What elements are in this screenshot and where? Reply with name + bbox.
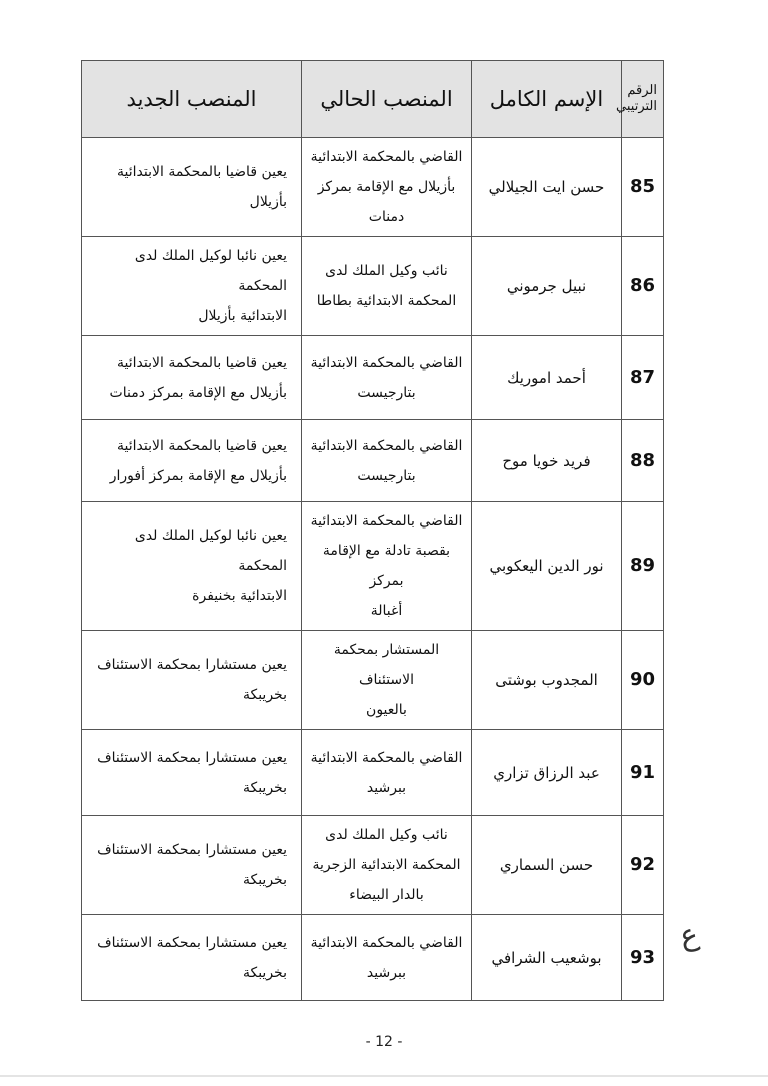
row-number: 92 [622,816,664,915]
row-current-position: نائب وكيل الملك لدى المحكمة الابتدائية الزجرية بالدار البيضاء [302,816,472,915]
row-new-position: يعين قاضيا بالمحكمة الابتدائية بأزيلال [82,138,302,237]
row-name: حسن ايت الجيلالي [472,138,622,237]
row-name: فريد خويا موح [472,420,622,502]
row-new-position: يعين مستشارا بمحكمة الاستئناف بخريبكة [82,631,302,730]
header-current-position: المنصب الحالي [302,61,472,138]
row-number: 91 [622,730,664,816]
row-number: 89 [622,502,664,631]
row-number: 93 [622,915,664,1001]
row-new-position: يعين نائبا لوكيل الملك لدى المحكمة الابتدائية بخنيفرة [82,502,302,631]
table-row [82,336,664,420]
row-current-position: نائب وكيل الملك لدى المحكمة الابتدائية بطاطا [302,237,472,336]
row-current-position: المستشار بمحكمة الاستئناف بالعيون [302,631,472,730]
handwritten-initials: ع [676,916,702,955]
row-name: نور الدين اليعكوبي [472,502,622,631]
header-number: الرقم الترتيبي [622,61,664,138]
row-new-position: يعين مستشارا بمحكمة الاستئناف بخريبكة [82,730,302,816]
row-number: 86 [622,237,664,336]
row-new-position: يعين مستشارا بمحكمة الاستئناف بخريبكة [82,915,302,1001]
row-current-position: القاضي بالمحكمة الابتدائية بقصبة تادلة مع الإقامة بمركز أغبالة [302,502,472,631]
table-header-row [82,61,664,138]
page-number: - 12 - [365,1034,403,1050]
table-row [82,138,664,237]
header-name: الإسم الكامل [472,61,622,138]
appointments-table [81,60,664,1001]
table-row [82,502,664,631]
row-name: حسن السماري [472,816,622,915]
row-new-position: يعين قاضيا بالمحكمة الابتدائية بأزيلال مع الإقامة بمركز أفورار [82,420,302,502]
row-current-position: القاضي بالمحكمة الابتدائية بأزيلال مع الإقامة بمركز دمنات [302,138,472,237]
row-current-position: القاضي بالمحكمة الابتدائية بتارجيست [302,336,472,420]
row-number: 87 [622,336,664,420]
row-name: أحمد اموريك [472,336,622,420]
row-number: 85 [622,138,664,237]
table-row [82,915,664,1001]
table-row [82,816,664,915]
row-current-position: القاضي بالمحكمة الابتدائية ببرشيد [302,915,472,1001]
table-row [82,730,664,816]
row-name: بوشعيب الشرافي [472,915,622,1001]
table-row [82,631,664,730]
row-name: المجدوب بوشتى [472,631,622,730]
row-name: نبيل جرموني [472,237,622,336]
table-row [82,237,664,336]
row-number: 90 [622,631,664,730]
row-new-position: يعين نائبا لوكيل الملك لدى المحكمة الابتدائية بأزيلال [82,237,302,336]
row-name: عبد الرزاق تزاري [472,730,622,816]
row-current-position: القاضي بالمحكمة الابتدائية بتارجيست [302,420,472,502]
row-number: 88 [622,420,664,502]
header-new-position: المنصب الجديد [82,61,302,138]
row-current-position: القاضي بالمحكمة الابتدائية ببرشيد [302,730,472,816]
row-new-position: يعين مستشارا بمحكمة الاستئناف بخريبكة [82,816,302,915]
page-bottom-divider [0,1075,768,1077]
row-new-position: يعين قاضيا بالمحكمة الابتدائية بأزيلال مع الإقامة بمركز دمنات [82,336,302,420]
table-row [82,420,664,502]
